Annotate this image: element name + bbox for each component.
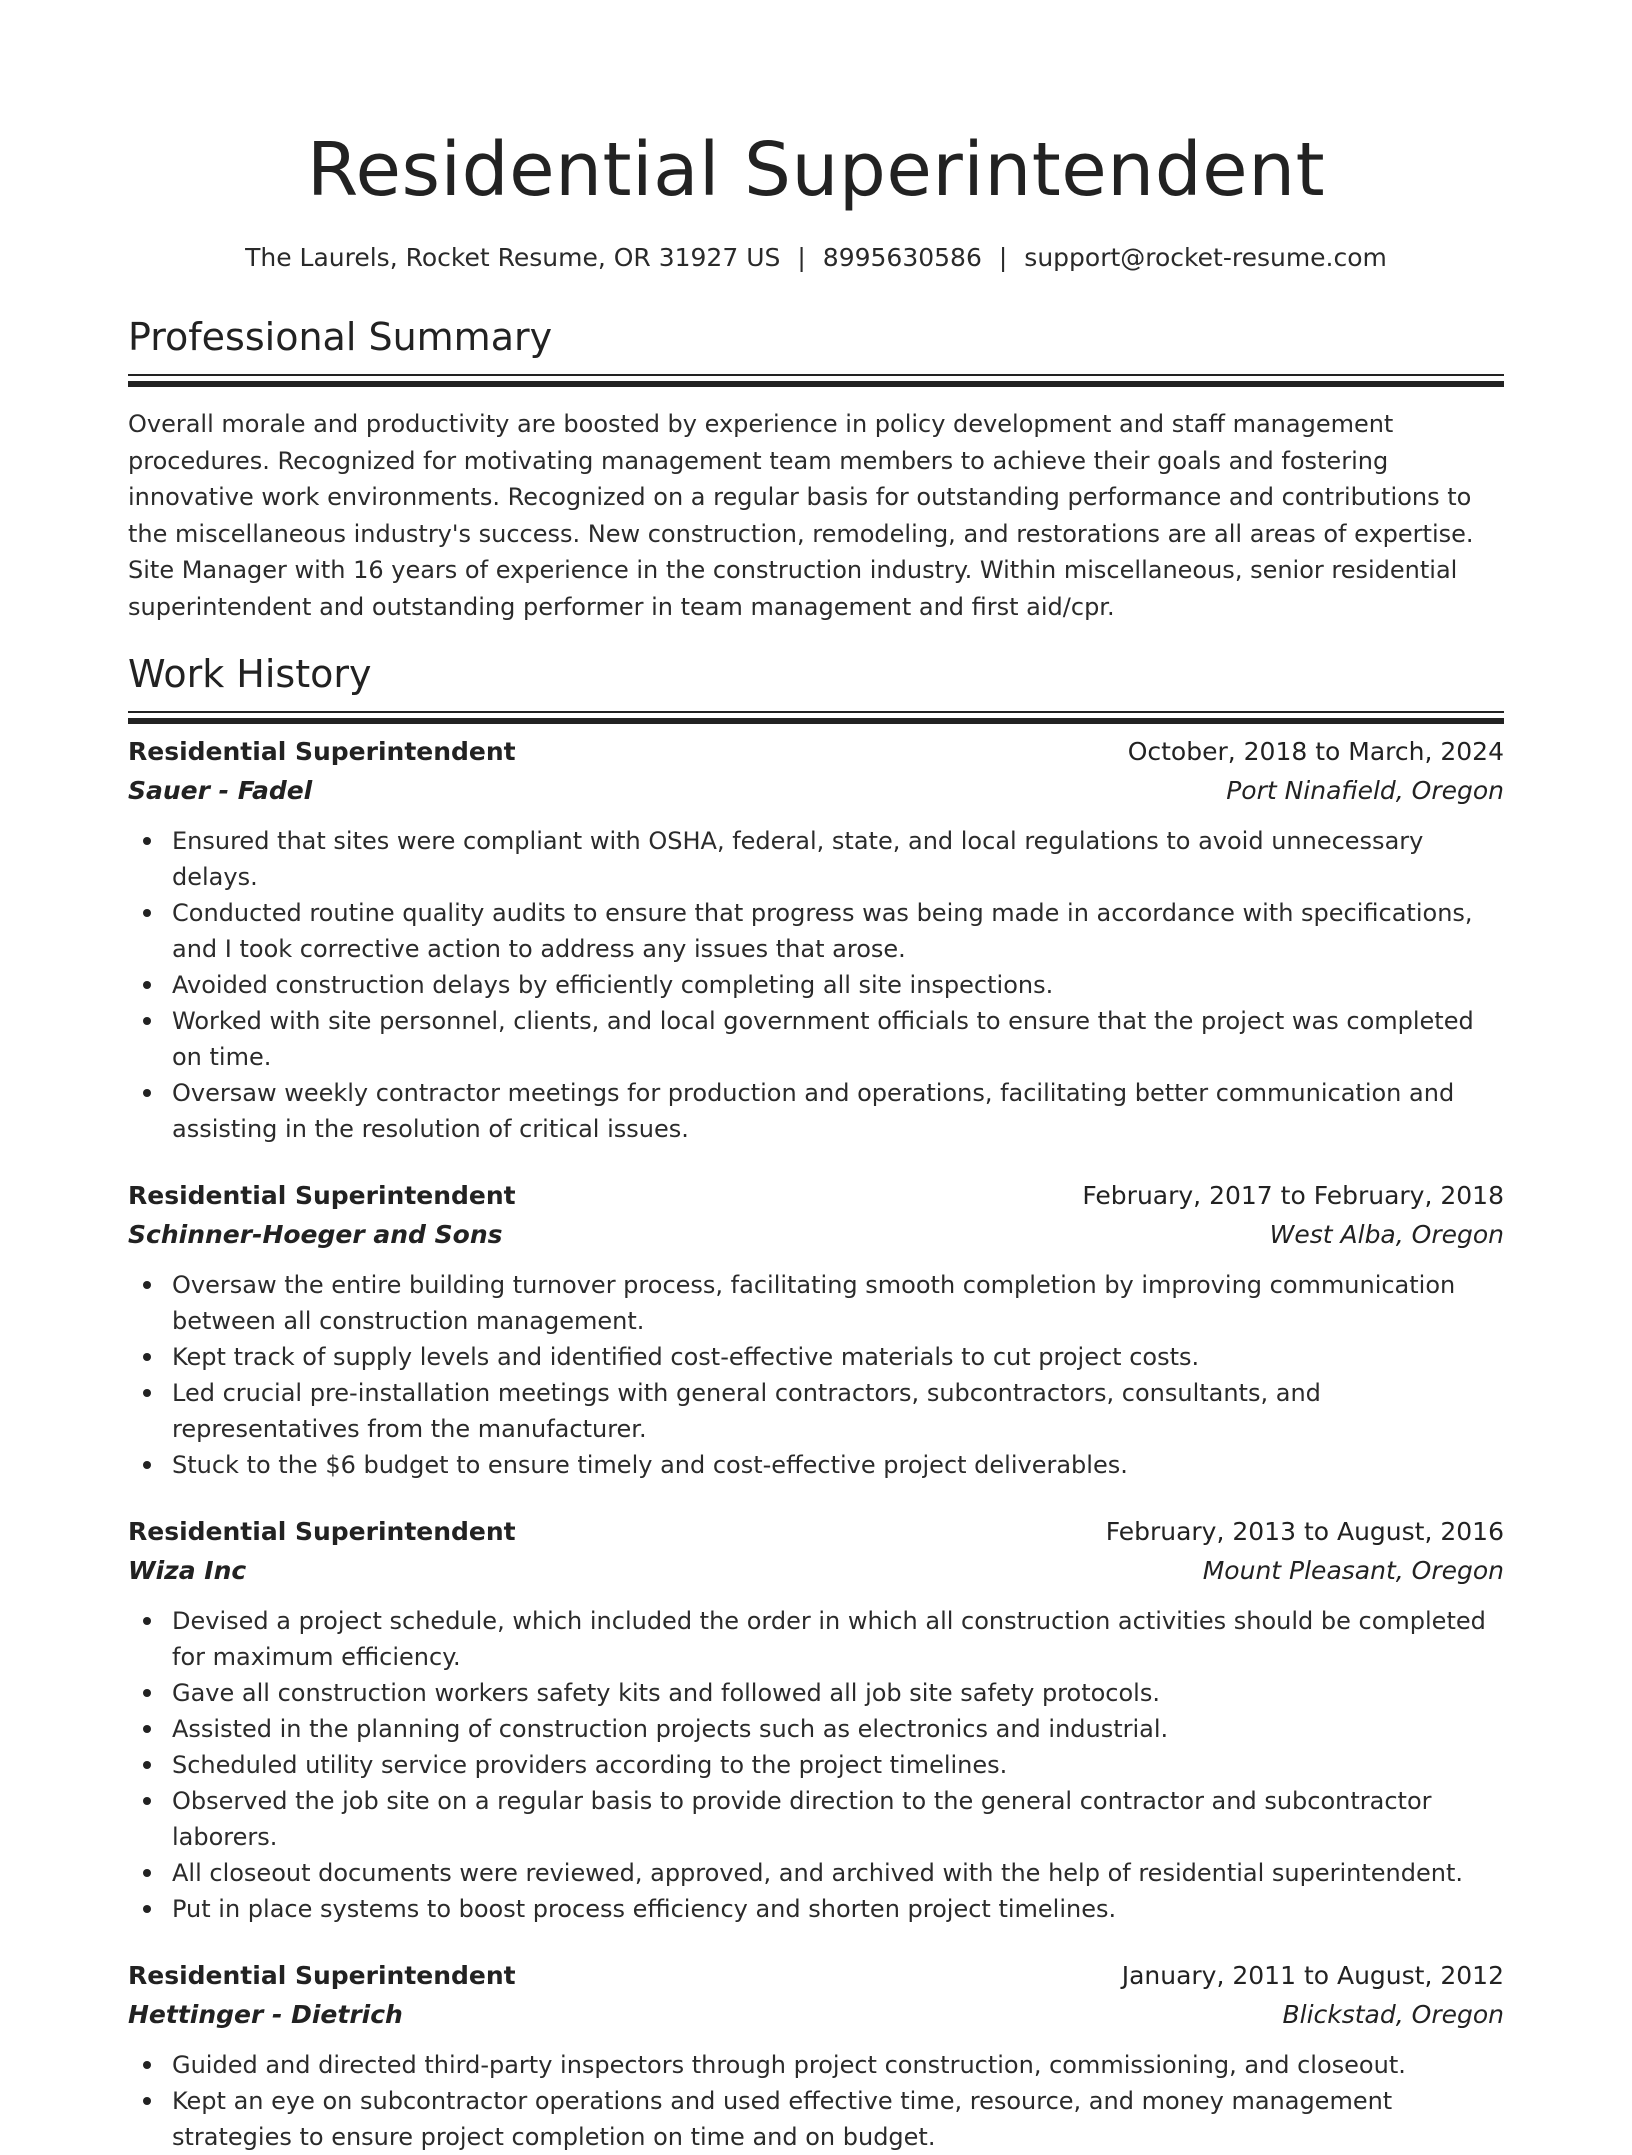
- job-title: Residential Superintendent: [128, 737, 516, 766]
- section-divider: [128, 711, 1504, 713]
- job-company-row: [128, 1551, 1504, 1591]
- job-dates: October, 2018 to March, 2024: [1127, 737, 1504, 766]
- summary-heading: Professional Summary: [128, 315, 553, 359]
- job-bullet: Devised a project schedule, which included the order in which all construction activities should be completed for maximum efficiency.: [172, 1603, 1504, 1675]
- contact-email: support@rocket-resume.com: [1024, 243, 1387, 272]
- work-history-section: [128, 651, 1504, 2155]
- contact-line: [128, 242, 1504, 274]
- job-title: Residential Superintendent: [128, 1517, 516, 1546]
- resume-page: [128, 0, 1504, 2155]
- job-company-row: [128, 771, 1504, 811]
- contact-separator: |: [797, 243, 806, 272]
- job-entry: [128, 1957, 1504, 2155]
- job-entry: [128, 733, 1504, 1147]
- candidate-name: Residential Superintendent: [306, 127, 1326, 213]
- job-bullet: Assisted in the planning of construction projects such as electronics and industrial.: [172, 1711, 1504, 1747]
- job-bullet: Kept an eye on subcontractor operations and used effective time, resource, and money management strategies to ensure project completion on time and on budget.: [172, 2083, 1504, 2155]
- summary-text: Overall morale and productivity are boosted by experience in policy development and staff management procedures. Recognized for motivating management team members to achieve their goals and fostering innovative work environments. Recognized on a regular basis for outstanding performance and contributions to the miscellaneous industry's success. New construction, remodeling, and restorations are all areas of expertise. Site Manager with 16 years of experience in the construction industry. Within miscellaneous, senior residential superintendent and outstanding performer in team management and first aid/cpr.: [128, 410, 1474, 621]
- job-location: Blickstad, Oregon: [1282, 2000, 1504, 2029]
- contact-phone: 8995630586: [822, 243, 982, 272]
- contact-address: The Laurels, Rocket Resume, OR 31927 US: [245, 243, 781, 272]
- job-bullet: Oversaw the entire building turnover process, facilitating smooth completion by improving communication between all construction management.: [172, 1267, 1504, 1339]
- job-bullet: Observed the job site on a regular basis to provide direction to the general contractor and subcontractor laborers.: [172, 1783, 1504, 1855]
- job-title: Residential Superintendent: [128, 1961, 516, 1990]
- job-bullet: Conducted routine quality audits to ensure that progress was being made in accordance with specifications, and I took corrective action to address any issues that arose.: [172, 895, 1504, 967]
- job-company: Wiza Inc: [128, 1556, 247, 1585]
- job-bullet: Led crucial pre-installation meetings with general contractors, subcontractors, consultants, and representatives from the manufacturer.: [172, 1375, 1504, 1447]
- job-header-row: [128, 1957, 1504, 1995]
- job-bullet-list: [128, 1267, 1504, 1483]
- section-divider: [128, 374, 1504, 376]
- job-bullet: Kept track of supply levels and identified cost-effective materials to cut project costs.: [172, 1339, 1504, 1375]
- job-bullet-list: [128, 1603, 1504, 1927]
- job-header-row: [128, 1177, 1504, 1215]
- job-bullet: Oversaw weekly contractor meetings for production and operations, facilitating better communication and assisting in the resolution of critical issues.: [172, 1075, 1504, 1147]
- contact-separator: |: [998, 243, 1008, 272]
- job-entry: [128, 1513, 1504, 1927]
- job-bullet: Worked with site personnel, clients, and local government officials to ensure that the project was completed on time.: [172, 1003, 1504, 1075]
- job-company-row: [128, 1215, 1504, 1255]
- job-dates: February, 2013 to August, 2016: [1105, 1517, 1504, 1546]
- job-location: West Alba, Oregon: [1269, 1220, 1504, 1249]
- job-entry: [128, 1177, 1504, 1483]
- job-bullet: Guided and directed third-party inspectors through project construction, commissioning, and closeout.: [172, 2047, 1504, 2083]
- job-bullet-list: [128, 823, 1504, 1147]
- job-company: Sauer - Fadel: [128, 776, 313, 805]
- job-bullet: Stuck to the $6 budget to ensure timely and cost-effective project deliverables.: [172, 1447, 1504, 1483]
- summary-section: [128, 314, 1504, 625]
- job-dates: January, 2011 to August, 2012: [1121, 1961, 1504, 1990]
- job-bullet: Avoided construction delays by efficiently completing all site inspections.: [172, 967, 1504, 1003]
- job-location: Port Ninafield, Oregon: [1226, 776, 1504, 805]
- job-location: Mount Pleasant, Oregon: [1202, 1556, 1504, 1585]
- job-bullet: Ensured that sites were compliant with OSHA, federal, state, and local regulations to avoid unnecessary delays.: [172, 823, 1504, 895]
- job-dates: February, 2017 to February, 2018: [1082, 1181, 1504, 1210]
- job-bullet: Scheduled utility service providers according to the project timelines.: [172, 1747, 1504, 1783]
- job-company-row: [128, 1995, 1504, 2035]
- job-company: Schinner-Hoeger and Sons: [128, 1220, 503, 1249]
- job-bullet: Gave all construction workers safety kits and followed all job site safety protocols.: [172, 1675, 1504, 1711]
- job-company: Hettinger - Dietrich: [128, 2000, 403, 2029]
- job-bullet: All closeout documents were reviewed, approved, and archived with the help of residential superintendent.: [172, 1855, 1504, 1891]
- job-title: Residential Superintendent: [128, 1181, 516, 1210]
- job-bullet-list: [128, 2047, 1504, 2155]
- job-bullet: Put in place systems to boost process efficiency and shorten project timelines.: [172, 1891, 1504, 1927]
- job-header-row: [128, 733, 1504, 771]
- work-history-heading: Work History: [128, 652, 372, 696]
- job-header-row: [128, 1513, 1504, 1551]
